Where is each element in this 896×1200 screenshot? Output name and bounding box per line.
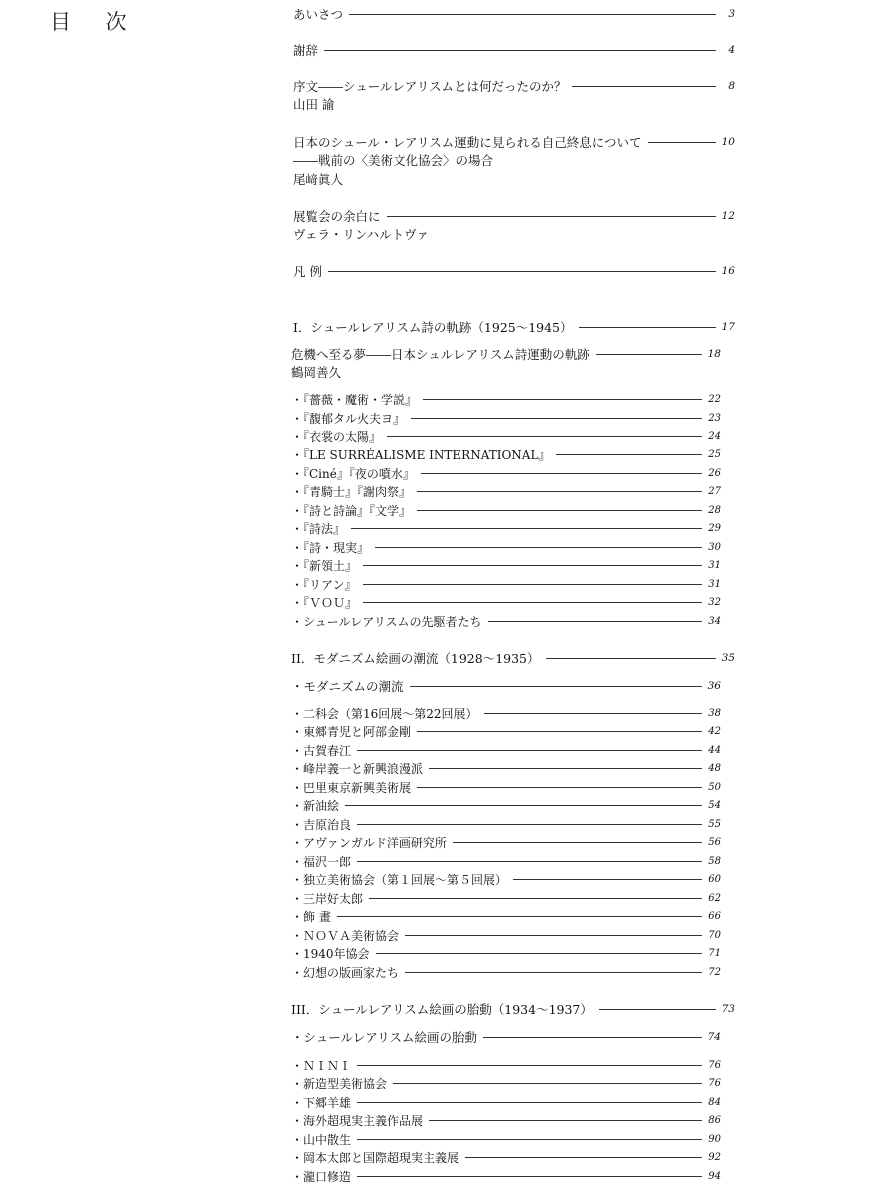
leader-line [417, 787, 702, 788]
toc-entry[interactable] [291, 778, 721, 796]
entry-text: 危機へ至る夢――日本シュルレアリスム詩運動の軌跡 [291, 347, 590, 362]
toc-entry[interactable] [291, 1130, 721, 1148]
toc-entry[interactable] [291, 409, 721, 427]
entry-text: ・『Ciné』『夜の噴水』 [291, 466, 415, 481]
entry-text: ・ＮＯＶＡ美術協会 [291, 928, 400, 943]
leader-line [411, 418, 702, 419]
entry-page: 3 [728, 8, 735, 20]
entry-text: ・ＮＩＮＩ [291, 1058, 352, 1073]
entry-page: 71 [708, 947, 721, 959]
entry-author: 鶴岡善久 [291, 365, 342, 380]
leader-line [423, 399, 702, 400]
entry-page: 29 [708, 522, 721, 534]
entry-text: III．シュールレアリスム絵画の胎動（1934～1937） [291, 1002, 593, 1017]
entry-text: 展覧会の余白に [293, 209, 381, 224]
entry-page: 23 [708, 412, 721, 424]
entry-page: 76 [708, 1077, 721, 1089]
leader-line [351, 528, 702, 529]
entry-text: ・『LE SURRÉALISME INTERNATIONAL』 [291, 447, 551, 462]
entry-page: 34 [708, 615, 721, 627]
leader-line [405, 935, 702, 936]
leader-line [483, 1037, 702, 1038]
entry-author: 山田 諭 [293, 97, 335, 112]
entry-page: 31 [708, 559, 721, 571]
entry-page: 31 [708, 578, 721, 590]
entry-text: 序文――シュールレアリスムとは何だったのか？ [293, 79, 567, 94]
toc-entry[interactable] [291, 852, 721, 870]
toc-entry[interactable] [291, 612, 721, 630]
leader-line [357, 1065, 702, 1066]
entry-text: ・飾 畫 [291, 909, 331, 924]
toc-entry[interactable] [291, 482, 721, 500]
leader-line [556, 454, 702, 455]
entry-page: 35 [721, 652, 735, 664]
toc-entry[interactable] [291, 445, 721, 463]
entry-page: 18 [707, 348, 721, 360]
toc-entry[interactable] [291, 833, 721, 851]
entry-text: ・1940年協会 [291, 946, 370, 961]
toc-entry[interactable] [291, 538, 721, 556]
toc-entry[interactable] [291, 944, 721, 962]
entry-page: 92 [708, 1151, 721, 1163]
entry-text: ・『詩・現実』 [291, 540, 370, 555]
entry-page: 94 [708, 1170, 721, 1182]
entry-author: ヴェラ・リンハルトヴァ [293, 227, 430, 242]
section-heading[interactable] [293, 318, 735, 336]
entry-text: ・『ＶＯＵ』 [291, 595, 358, 610]
entry-page: 30 [708, 541, 721, 553]
leader-line [345, 805, 702, 806]
toc-entry[interactable] [291, 704, 721, 722]
entry-page: 76 [708, 1059, 721, 1071]
leader-line [405, 972, 702, 973]
entry-text: ・シュールレアリスム絵画の胎動 [291, 1030, 477, 1045]
toc-entry[interactable] [293, 5, 735, 23]
entry-text: ・下郷羊雄 [291, 1095, 352, 1110]
entry-text: I．シュールレアリスム詩の軌跡（1925～1945） [293, 320, 573, 335]
toc-entry[interactable] [291, 1148, 721, 1166]
entry-page: 28 [708, 504, 721, 516]
leader-line [376, 953, 702, 954]
entry-page: 90 [708, 1133, 721, 1145]
leader-line [357, 750, 702, 751]
entry-author: 尾﨑眞人 [293, 172, 344, 187]
entry-page: 22 [708, 393, 721, 405]
leader-line [349, 14, 716, 15]
leader-line [328, 271, 716, 272]
toc-entry[interactable] [293, 262, 735, 280]
entry-text: ・東郷青児と阿部金剛 [291, 724, 412, 739]
entry-text: ・シュールレアリスムの先駆者たち [291, 614, 482, 629]
entry-text: ・吉原治良 [291, 817, 352, 832]
leader-line [648, 142, 716, 143]
entry-page: 50 [708, 781, 721, 793]
toc-entry[interactable] [291, 1111, 721, 1129]
leader-line [410, 686, 702, 687]
entry-page: 84 [708, 1096, 721, 1108]
toc-entry[interactable] [291, 501, 721, 519]
toc-entry[interactable] [291, 926, 721, 944]
toc-entry[interactable] [291, 345, 721, 363]
entry-page: 27 [708, 485, 721, 497]
leader-line [363, 602, 702, 603]
toc-title: 目 次 [50, 10, 141, 34]
entry-page: 48 [708, 762, 721, 774]
entry-text: 謝辞 [293, 43, 319, 58]
toc-entry[interactable] [293, 77, 735, 95]
entry-page: 32 [708, 596, 721, 608]
entry-text: ・岡本太郎と国際超現実主義展 [291, 1150, 460, 1165]
leader-line [421, 473, 702, 474]
entry-page: 55 [708, 818, 721, 830]
entry-text: ・三岸好太郎 [291, 891, 364, 906]
toc-entry[interactable] [291, 815, 721, 833]
toc-entry[interactable] [291, 390, 721, 408]
entry-text: ・瀧口修造 [291, 1169, 352, 1184]
entry-page: 60 [708, 873, 721, 885]
entry-text: あいさつ [293, 7, 344, 22]
leader-line [387, 436, 702, 437]
entry-page: 86 [708, 1114, 721, 1126]
leader-line [599, 1009, 716, 1010]
leader-line [429, 768, 702, 769]
leader-line [465, 1157, 702, 1158]
leader-line [579, 327, 717, 328]
leader-line [393, 1083, 702, 1084]
leader-line [453, 842, 702, 843]
leader-line [417, 491, 702, 492]
entry-text: ・独立美術協会（第１回展～第５回展） [291, 872, 508, 887]
entry-page: 56 [708, 836, 721, 848]
entry-page: 38 [708, 707, 721, 719]
entry-text: ・『衣裳の太陽』 [291, 429, 382, 444]
toc-entry[interactable] [291, 759, 721, 777]
leader-line [363, 584, 702, 585]
entry-text: ・山中散生 [291, 1132, 352, 1147]
entry-text: ・古賀春江 [291, 743, 352, 758]
toc-entry[interactable] [291, 427, 721, 445]
entry-text: ・『リアン』 [291, 577, 357, 592]
toc-entry[interactable] [291, 741, 721, 759]
entry-text: ・福沢一郎 [291, 854, 352, 869]
entry-page: 24 [708, 430, 721, 442]
toc-entry[interactable] [291, 593, 721, 611]
leader-line [417, 510, 702, 511]
entry-text: ・『詩法』 [291, 521, 346, 536]
entry-page: 73 [721, 1003, 735, 1015]
entry-text: ・『新領土』 [291, 558, 358, 573]
toc-entry[interactable] [293, 41, 735, 59]
leader-line [387, 216, 716, 217]
leader-line [337, 916, 702, 917]
leader-line [596, 354, 702, 355]
toc-entry[interactable] [291, 796, 721, 814]
leader-line [357, 1139, 702, 1140]
toc-entry[interactable] [291, 575, 721, 593]
entry-text: ・『馥郁タル火夫ヨ』 [291, 411, 406, 426]
leader-line [572, 86, 716, 87]
entry-page: 26 [708, 467, 721, 479]
toc-entry[interactable] [291, 677, 721, 695]
entry-page: 16 [721, 265, 735, 277]
entry-page: 8 [728, 80, 735, 92]
entry-text: ・新油絵 [291, 798, 340, 813]
entry-page: 62 [708, 892, 721, 904]
leader-line [488, 621, 702, 622]
entry-page: 66 [708, 910, 721, 922]
leader-line [357, 824, 702, 825]
leader-line [357, 861, 702, 862]
toc-entry[interactable] [291, 1056, 721, 1074]
leader-line [484, 713, 702, 714]
entry-text: ・『詩と詩論』『文学』 [291, 503, 412, 518]
entry-page: 17 [721, 321, 735, 333]
entry-text: ・峰岸義一と新興浪漫派 [291, 761, 424, 776]
entry-text: ・新造型美術協会 [291, 1076, 388, 1091]
entry-page: 58 [708, 855, 721, 867]
toc-entry[interactable] [291, 464, 721, 482]
toc-entry[interactable] [291, 519, 721, 537]
toc-entry[interactable] [291, 556, 721, 574]
entry-text: ・二科会（第16回展～第22回展） [291, 706, 478, 721]
entry-page: 25 [708, 448, 721, 460]
entry-text: 日本のシュール・レアリスム運動に見られる自己終息について [293, 135, 642, 150]
leader-line [357, 1102, 702, 1103]
toc-entry[interactable] [291, 907, 721, 925]
toc-entry[interactable] [293, 207, 735, 225]
entry-text: 凡 例 [293, 264, 322, 279]
leader-line [513, 879, 702, 880]
entry-page: 74 [707, 1031, 721, 1043]
toc-entry[interactable] [291, 1074, 721, 1092]
entry-text: ・幻想の版画家たち [291, 965, 400, 980]
entry-page: 44 [708, 744, 721, 756]
leader-line [324, 50, 716, 51]
toc-entry[interactable] [291, 722, 721, 740]
entry-page: 42 [708, 725, 721, 737]
entry-text: ・『薔薇・魔術・学説』 [291, 392, 418, 407]
toc-entry[interactable] [291, 1167, 721, 1185]
leader-line [369, 898, 702, 899]
toc-entry[interactable] [291, 1028, 721, 1046]
entry-text: ・アヴァンガルド洋画研究所 [291, 835, 447, 850]
entry-text: ・『青騎士』『謝肉祭』 [291, 484, 412, 499]
entry-subtitle: ――戦前の〈美術文化協会〉の場合 [293, 153, 494, 168]
section-heading[interactable] [291, 649, 735, 667]
entry-text: ・巴里東京新興美術展 [291, 780, 412, 795]
toc-entry[interactable] [291, 963, 721, 981]
entry-page: 72 [708, 966, 721, 978]
section-heading[interactable] [291, 1000, 735, 1018]
leader-line [357, 1176, 702, 1177]
entry-page: 4 [728, 44, 735, 56]
leader-line [417, 731, 702, 732]
entry-text: ・海外超現実主義作品展 [291, 1113, 424, 1128]
leader-line [375, 547, 702, 548]
entry-page: 54 [708, 799, 721, 811]
entry-page: 36 [707, 680, 721, 692]
toc-entry[interactable] [291, 1093, 721, 1111]
entry-page: 10 [721, 136, 735, 148]
toc-entry[interactable] [293, 133, 735, 151]
leader-line [429, 1120, 702, 1121]
leader-line [363, 565, 702, 566]
toc-entry[interactable] [291, 889, 721, 907]
entry-page: 12 [721, 210, 735, 222]
entry-text: ・モダニズムの潮流 [291, 679, 404, 694]
entry-page: 70 [708, 929, 721, 941]
toc-entry[interactable] [291, 870, 721, 888]
entry-text: II．モダニズム絵画の潮流（1928～1935） [291, 651, 540, 666]
leader-line [546, 658, 717, 659]
